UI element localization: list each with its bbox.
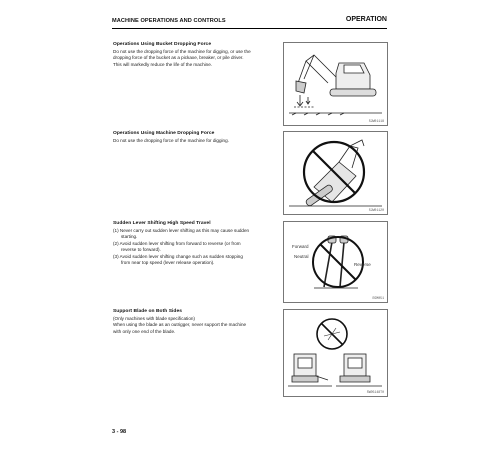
body-line: reverse to forward). bbox=[121, 247, 161, 253]
header-rule bbox=[112, 28, 387, 29]
section-body bbox=[113, 228, 273, 268]
section-title: Operations Using Machine Dropping Force bbox=[113, 131, 215, 136]
figure-code: EGM051 bbox=[372, 296, 384, 300]
section-support-blade bbox=[113, 309, 273, 335]
body-line: (2) Avoid sudden lever shifting from forward to reverse (or from bbox=[113, 240, 241, 246]
excavator-bucket-illustration bbox=[284, 43, 387, 125]
body-line: from near top speed (lever release operation). bbox=[121, 260, 215, 266]
body-line: (Only machines with blade specification) bbox=[113, 315, 195, 321]
lever-prohibited-illustration bbox=[284, 222, 387, 302]
body-line: with only one end of the blade. bbox=[113, 328, 176, 334]
lever-label-neutral: Neutral bbox=[294, 254, 309, 259]
header-chapter-title: OPERATION bbox=[345, 16, 387, 23]
page-number: 3 - 98 bbox=[112, 429, 127, 435]
section-title: Support Blade on Both Sides bbox=[113, 309, 183, 314]
blade-support-illustration bbox=[284, 310, 387, 396]
section-body bbox=[113, 49, 273, 69]
body-line: (3) Avoid sudden lever shifting change such as sudden stopping bbox=[113, 253, 243, 259]
body-line: When using the blade as an outrigger, never support the machine bbox=[113, 322, 247, 328]
lever-label-forward: Forward bbox=[292, 244, 309, 249]
body-line: dropping force of the bucket as a pickaxe, breaker, or pile driver. bbox=[113, 55, 244, 61]
section-body bbox=[113, 138, 273, 145]
section-title: Sudden Lever Shifting High Speed Travel bbox=[113, 221, 211, 226]
figure-code: SJW01120 bbox=[368, 208, 384, 212]
excavator-prohibited-illustration bbox=[284, 132, 387, 214]
figure-machine-dropping bbox=[283, 131, 388, 215]
body-line: starting. bbox=[121, 234, 138, 240]
body-line: Do not use the dropping force of the machine for digging. bbox=[113, 137, 229, 143]
figure-code: SJW01118 bbox=[368, 119, 384, 123]
section-machine-dropping-force bbox=[113, 131, 273, 144]
page-header bbox=[112, 16, 387, 28]
section-body bbox=[113, 316, 273, 336]
figure-bucket-dropping bbox=[283, 42, 388, 126]
body-line: (1) Never carry out sudden lever shifting as this may cause sudden bbox=[113, 227, 250, 233]
section-sudden-lever-shifting bbox=[113, 221, 273, 267]
body-line: This will markedly reduce the life of the machine. bbox=[113, 61, 213, 67]
lever-label-reverse: Reverse bbox=[354, 262, 371, 267]
body-line: Do not use the dropping force of the machine for digging, or use the bbox=[113, 48, 251, 54]
figure-lever-shifting bbox=[283, 221, 388, 303]
section-title: Operations Using Bucket Dropping Force bbox=[113, 42, 212, 47]
header-section-title: MACHINE OPERATIONS AND CONTROLS bbox=[112, 18, 226, 24]
section-bucket-dropping-force bbox=[113, 42, 273, 68]
figure-support-blade bbox=[283, 309, 388, 397]
figure-code: SW05148T0 bbox=[366, 390, 384, 394]
